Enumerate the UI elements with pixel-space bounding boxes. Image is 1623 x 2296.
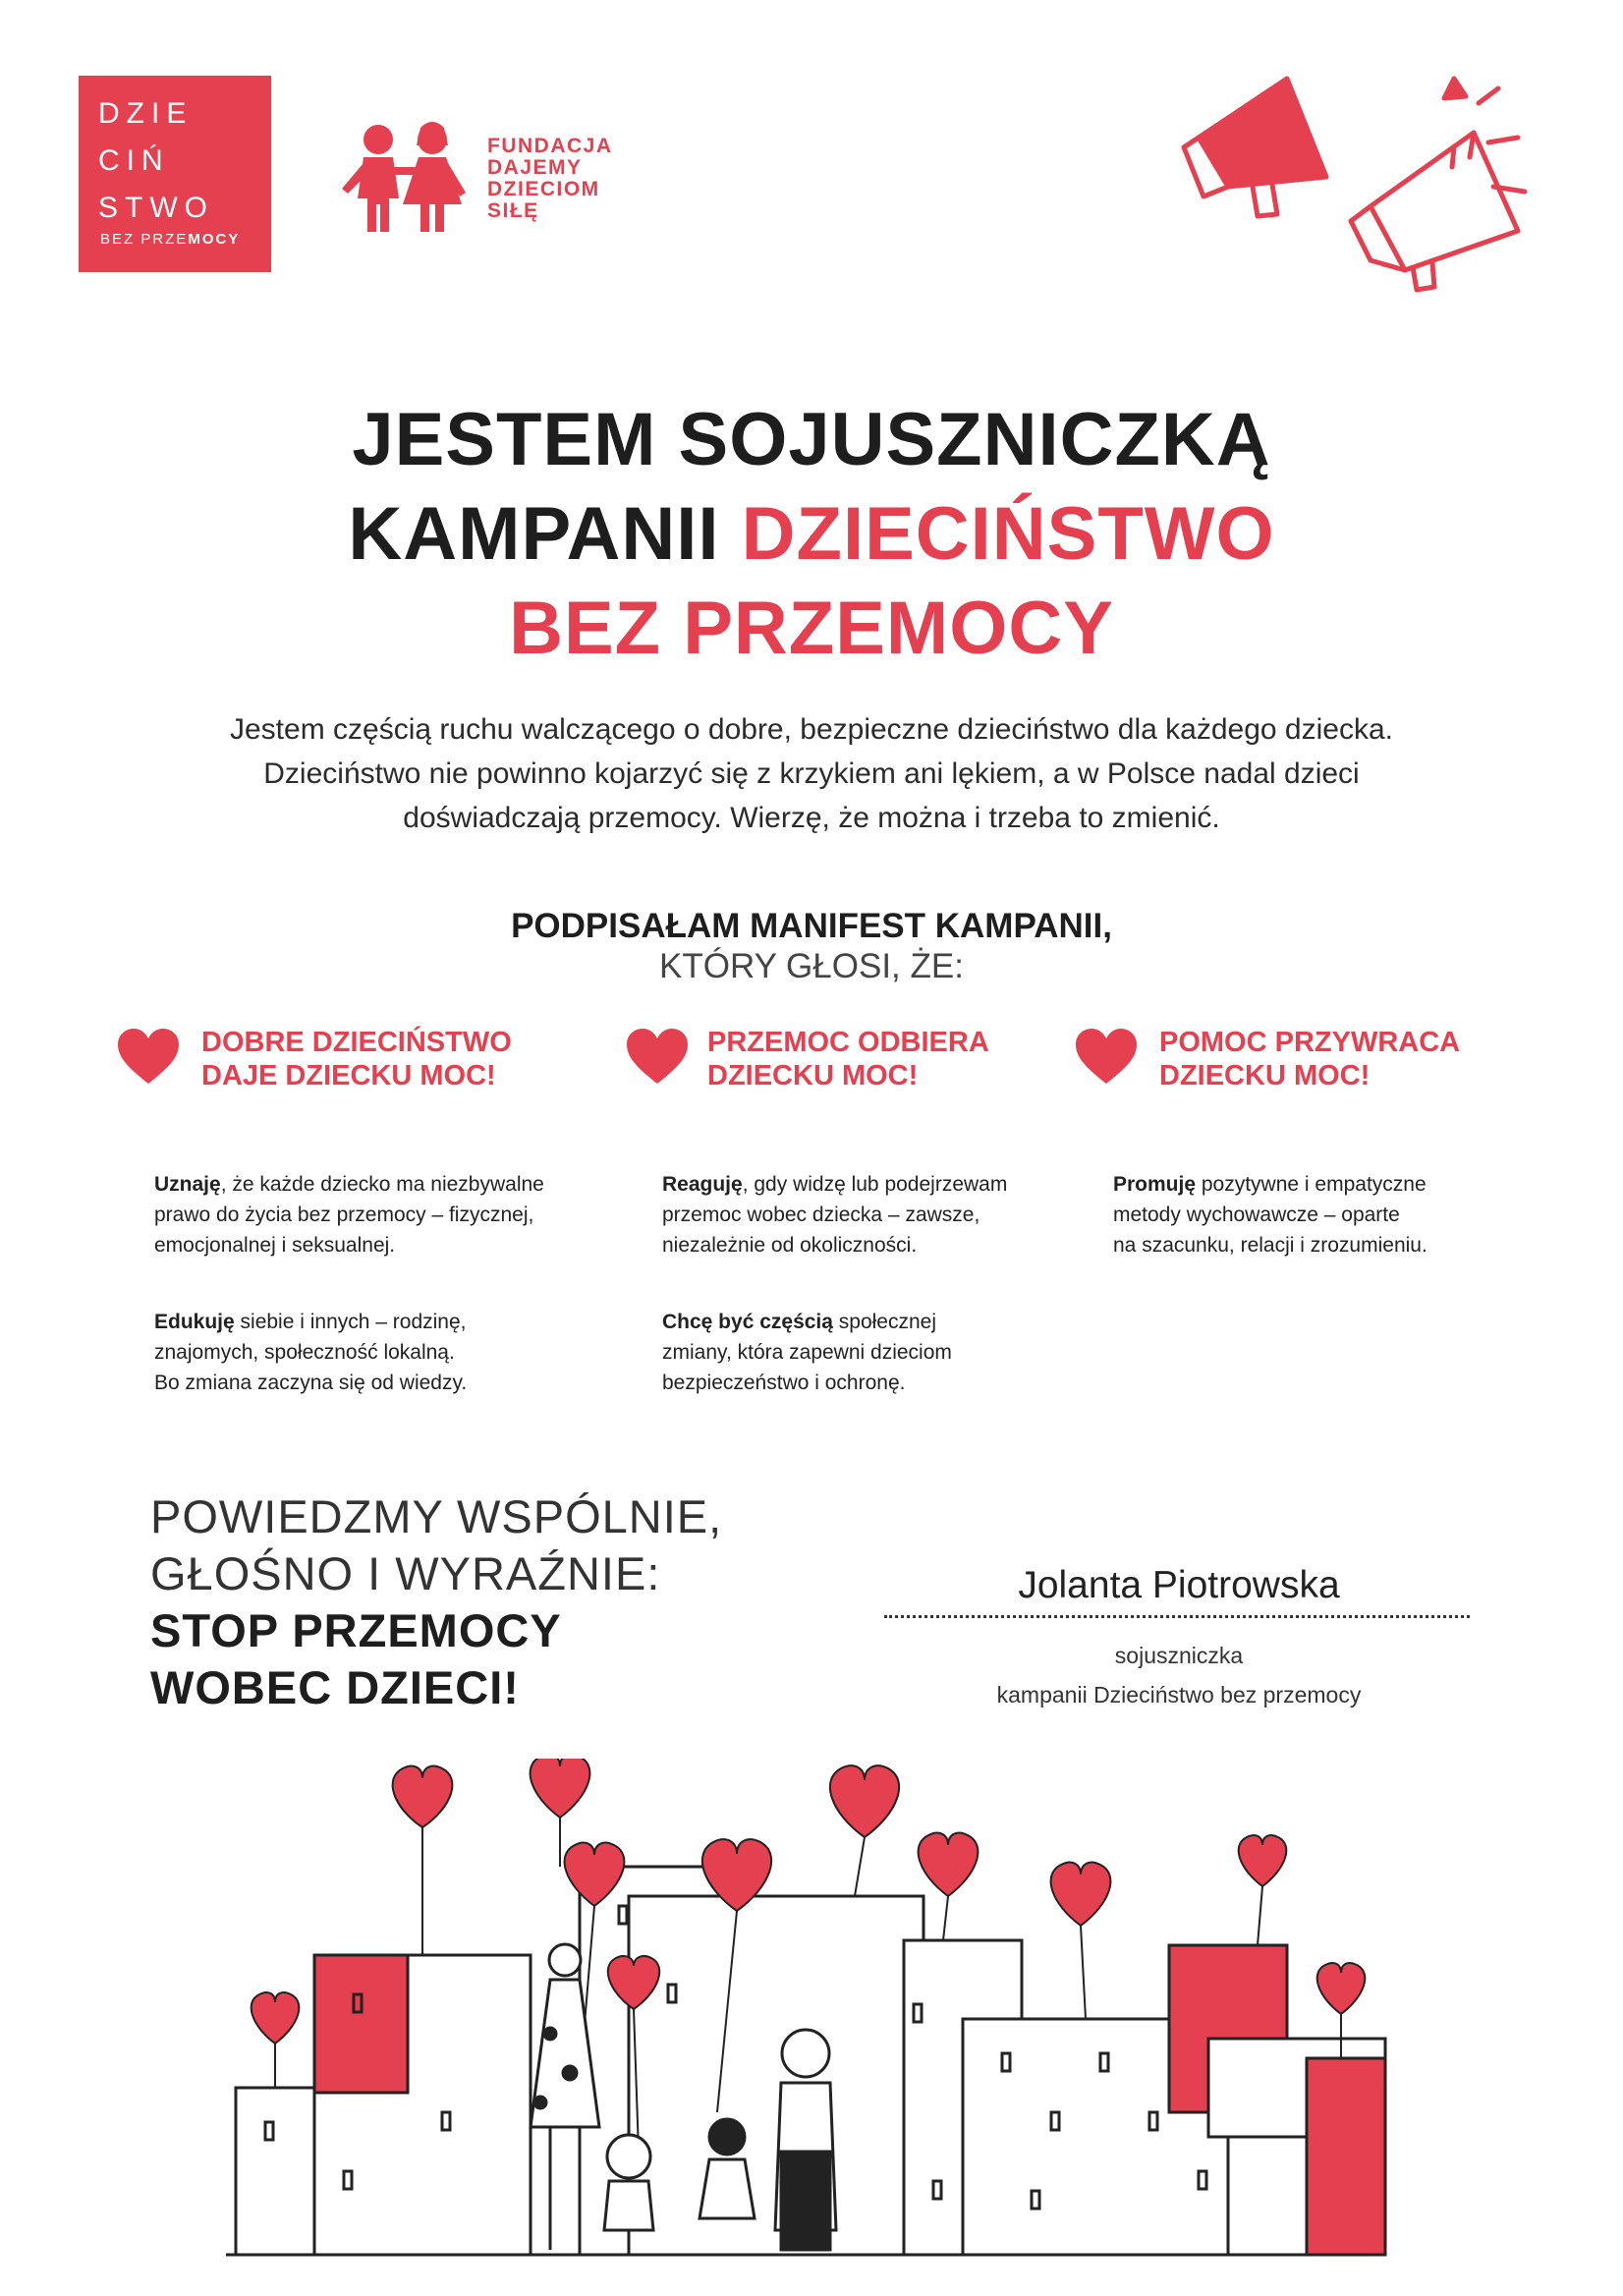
heart-icon bbox=[1074, 1027, 1139, 1086]
pillar-title: POMOC PRZYWRACA DZIECKU MOC! bbox=[1159, 1027, 1461, 1092]
foundation-line: DZIECIOM bbox=[487, 178, 600, 200]
title-line-1: JESTEM SOJUSZNICZKĄ bbox=[352, 398, 1271, 481]
manifest-subheading: KTÓRY GŁOSI, ŻE: bbox=[659, 947, 964, 985]
campaign-logo bbox=[79, 76, 271, 272]
slogan bbox=[150, 1488, 838, 1716]
heart-icon bbox=[625, 1027, 690, 1086]
foundation-line: DAJEMY bbox=[487, 156, 583, 179]
manifest-point: Chcę być częścią społecznej zmiany, która zapewni dzieciom bezpieczeństwo i ochronę. bbox=[662, 1311, 952, 1394]
slogan-bold-line: STOP PRZEMOCY bbox=[150, 1604, 562, 1656]
foundation-children-icon bbox=[334, 118, 481, 236]
intro-line: doświadczają przemocy. Wierzę, że można i trzeba to zmienić. bbox=[403, 802, 1220, 834]
logo-row-1: DZIE bbox=[98, 97, 194, 130]
foundation-line: FUNDACJA bbox=[487, 135, 613, 157]
title-line-2: KAMPANII DZIECIŃSTWO bbox=[348, 492, 1275, 576]
manifest-point: Promuję pozytywne i empatyczne metody wychowawcze – oparte na szacunku, relacji i zrozumieniu. bbox=[1113, 1173, 1427, 1257]
slogan-bold-line: WOBEC DZIECI! bbox=[150, 1661, 520, 1713]
manifest-heading bbox=[295, 906, 1328, 986]
intro-text bbox=[118, 707, 1505, 840]
pillar-title: DOBRE DZIECIŃSTWO DAJE DZIECKU MOC! bbox=[201, 1027, 512, 1092]
manifest-point: Uznaję, że każde dziecko ma niezbywalne prawo do życia bez przemocy – fizycznej, emocjonalnej i seksualnej. bbox=[154, 1173, 544, 1257]
city-with-balloons-illustration bbox=[226, 1759, 1454, 2289]
logo-row-3: STWO bbox=[98, 192, 214, 224]
pillar-title: PRZEMOC ODBIERA DZIECKU MOC! bbox=[707, 1027, 989, 1092]
signature-line bbox=[884, 1615, 1470, 1618]
heart-icon bbox=[116, 1027, 181, 1086]
intro-line: Jestem częścią ruchu walczącego o dobre, bezpieczne dzieciństwo dla każdego dziecka. bbox=[230, 713, 1393, 746]
megaphone-icon bbox=[1159, 59, 1552, 305]
slogan-line: POWIEDZMY WSPÓLNIE, bbox=[150, 1490, 723, 1542]
page-title bbox=[98, 393, 1525, 676]
signatory-name: Jolanta Piotrowska bbox=[1018, 1564, 1340, 1606]
signatory-role: sojuszniczka kampanii Dzieciństwo bez przemocy bbox=[996, 1643, 1362, 1708]
manifest-point: Reaguję, gdy widzę lub podejrzewam przemoc wobec dziecka – zawsze, niezależnie od okoliczności. bbox=[662, 1173, 1008, 1257]
foundation-line: SIŁĘ bbox=[487, 199, 539, 222]
foundation-name bbox=[487, 136, 644, 222]
logo-subtitle: BEZ PRZEMOCY bbox=[100, 231, 241, 248]
title-line-3: BEZ PRZEMOCY bbox=[509, 587, 1114, 670]
manifest-heading-bold: PODPISAŁAM MANIFEST KAMPANII, bbox=[511, 907, 1112, 945]
slogan-line: GŁOŚNO I WYRAŹNIE: bbox=[150, 1547, 661, 1599]
manifest-point: Edukuję siebie i innych – rodzinę, znajomych, społeczność lokalną. Bo zmiana zaczyna się od wiedzy. bbox=[154, 1311, 468, 1394]
logo-row-2: CIŃ bbox=[98, 144, 170, 177]
intro-line: Dzieciństwo nie powinno kojarzyć się z krzykiem ani lękiem, a w Polsce nadal dzieci bbox=[263, 757, 1360, 790]
